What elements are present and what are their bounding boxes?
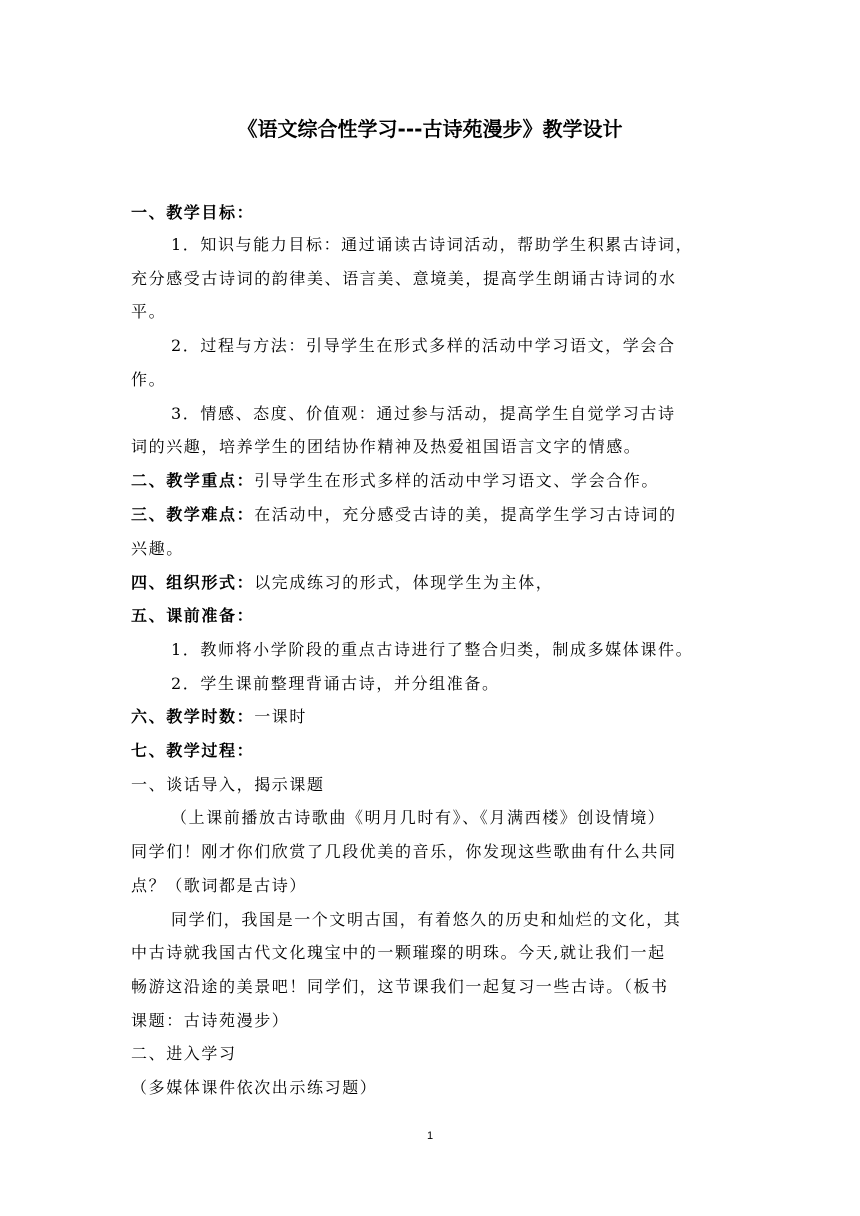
paragraph-line: 充分感受古诗词的韵律美、语言美、意境美，提高学生朗诵古诗词的水 (131, 269, 677, 288)
section-heading (131, 573, 731, 593)
section-heading (131, 471, 731, 491)
paragraph-line: 同学们，我国是一个文明古国，有着悠久的历史和灿烂的文化，其 (171, 910, 682, 929)
document-title: 《语文综合性学习---古诗苑漫步》教学设计 (237, 117, 623, 141)
paragraph-line: （多媒体课件依次出示练习题） (131, 1078, 378, 1097)
paragraph-line: （上课前播放古诗歌曲《明月几时有》、《月满西楼》创设情境） (171, 808, 666, 827)
heading-text: 五、课前准备： (131, 606, 255, 625)
section-heading (131, 741, 731, 761)
paragraph-line: 畅游这沿途的美景吧！同学们，这节课我们一起复习一些古诗。（板书 (131, 977, 669, 996)
heading-text: 二、教学重点： (131, 471, 255, 490)
paragraph-line: 兴趣。 (131, 539, 184, 558)
paragraph-line: 作。 (131, 370, 167, 389)
section-heading (131, 707, 731, 727)
paragraph-line: 1．知识与能力目标：通过诵读古诗词活动，帮助学生积累古诗词， (171, 235, 694, 254)
paragraph-line: 点？（歌词都是古诗） (131, 876, 308, 895)
section-heading (131, 203, 731, 223)
paragraph-line: 词的兴趣，培养学生的团结协作精神及热爱祖国语言文字的情感。 (131, 437, 642, 456)
heading-body: 以完成练习的形式，体现学生为主体， (254, 573, 554, 592)
section-heading (131, 505, 731, 525)
paragraph-line: 2．学生课前整理背诵古诗，并分组准备。 (171, 674, 500, 693)
paragraph-line: 一、谈话导入，揭示课题 (131, 775, 325, 794)
heading-body: 一课时 (254, 707, 308, 726)
paragraph-line: 中古诗就我国古代文化瑰宝中的一颗璀璨的明珠。今天,就让我们一起 (131, 943, 666, 962)
section-heading (131, 606, 731, 626)
heading-text: 四、组织形式： (131, 573, 255, 592)
paragraph-line: 3．情感、态度、价值观：通过参与活动，提高学生自觉学习古诗 (171, 404, 676, 423)
paragraph-line: 2．过程与方法：引导学生在形式多样的活动中学习语文，学会合 (171, 336, 676, 355)
heading-text: 六、教学时数： (131, 707, 255, 726)
paragraph-line: 1．教师将小学阶段的重点古诗进行了整合归类，制成多媒体课件。 (171, 640, 694, 659)
heading-text: 三、教学难点： (131, 505, 255, 524)
page-number: 1 (426, 1130, 434, 1142)
heading-text: 七、教学过程： (131, 741, 255, 760)
paragraph-line: 同学们！刚才你们欣赏了几段优美的音乐，你发现这些歌曲有什么共同 (131, 842, 677, 861)
heading-body: 在活动中，充分感受古诗的美，提高学生学习古诗词的 (254, 505, 677, 524)
paragraph-line: 课题：古诗苑漫步） (131, 1011, 290, 1030)
paragraph-line: 平。 (131, 302, 167, 321)
heading-text: 一、教学目标： (131, 203, 255, 222)
paragraph-line: 二、进入学习 (131, 1044, 237, 1063)
heading-body: 引导学生在形式多样的活动中学习语文、学会合作。 (254, 471, 660, 490)
